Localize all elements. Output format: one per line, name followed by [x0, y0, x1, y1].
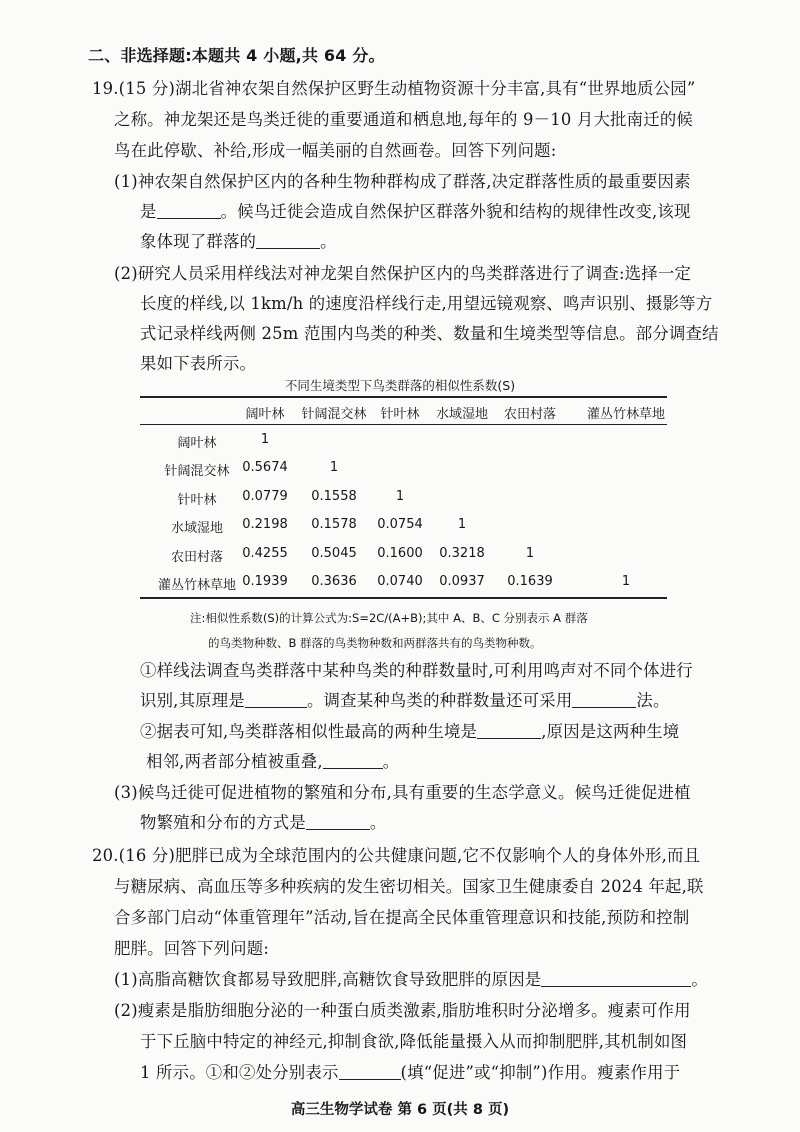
answer-blank[interactable]: [572, 691, 636, 708]
q19-stem-line-1: 19.(15 分)湖北省神农架自然保护区野生动植物资源十分丰富,具有“世界地质公园”: [92, 79, 696, 98]
table-cell: 0.4255: [242, 546, 288, 561]
q20-stem-line-1: 20.(16 分)肥胖已成为全球范围内的公共健康问题,它不仅影响个人的身体外形,而且: [92, 846, 701, 865]
q19-part3-line-2: [140, 811, 387, 835]
q19-part1-text: 。: [320, 232, 337, 251]
answer-blank[interactable]: [541, 970, 691, 987]
q19-part2-line-2: 长度的样线,以 1km/h 的速度沿样线行走,用望远镜观察、鸣声识别、摄影等方: [140, 294, 713, 313]
q19-stem-line-3: 鸟在此停歇、补给,形成一幅美丽的自然画卷。回答下列问题:: [114, 141, 557, 160]
table-cell: 0.0937: [439, 574, 485, 589]
table-column-header: 农田村落: [503, 407, 557, 422]
table-column-header: 灌丛竹林草地: [586, 407, 666, 422]
table-column-header: 针叶林: [380, 407, 420, 422]
q20-part2-text: (填“促进”或“抑制”)作用。瘦素作用于: [400, 1063, 681, 1082]
q19-sub1-text: 。调查某种鸟类的种群数量还可采用: [306, 691, 573, 710]
q19-part3-text: 物繁殖和分布的方式是: [140, 813, 306, 832]
q19-part3-text: 。: [369, 813, 387, 832]
table-note-line-1: 注:相似性系数(S)的计算公式为:S=2C/(A+B);其中 A、B、C 分别表示 A 群落: [190, 611, 588, 625]
table-cell: 0.0779: [242, 489, 288, 504]
table-column-header: 阔叶林: [245, 407, 285, 422]
answer-blank[interactable]: [256, 232, 320, 249]
q20-part1-text: (1)高脂高糖饮食都易导致肥胖,高糖饮食导致肥胖的原因是: [114, 970, 542, 989]
q20-part2-line-3: [140, 1061, 680, 1085]
table-row-label: 灌丛竹林草地: [157, 578, 237, 593]
answer-blank[interactable]: [245, 691, 307, 708]
table-cell: 0.1939: [242, 574, 288, 589]
table-cell: 1: [395, 489, 405, 504]
q19-sub1-line-2: [140, 689, 670, 713]
q19-sub1-text: 识别,其原理是: [140, 691, 245, 710]
table-cell: 1: [525, 546, 535, 561]
table-cell: 0.5045: [311, 546, 357, 561]
table-cell: 0.1578: [311, 517, 357, 532]
q20-part2-line-1: (2)瘦素是脂肪细胞分泌的一种蛋白质类激素,脂肪堆积时分泌增多。瘦素可作用: [114, 1001, 691, 1020]
q19-sub1-line-1: ①样线法调查鸟类群落中某种鸟类的种群数量时,可利用鸣声对不同个体进行: [140, 661, 693, 680]
table-cell: 0.0754: [377, 517, 423, 532]
q19-part2-line-3: 式记录样线两侧 25m 范围内鸟类的种类、数量和生境类型等信息。部分调查结: [140, 324, 719, 343]
q19-part1-text: 是: [140, 202, 157, 221]
page-footer: 高三生物学试卷 第 6 页(共 8 页): [290, 1102, 510, 1118]
table-note-line-2: 的鸟类物种数、B 群落的鸟类物种数和两群落共有的鸟类物种数。: [208, 636, 542, 650]
table-row-label: 水域湿地: [170, 521, 224, 536]
q19-part1-text: 象体现了群落的: [140, 232, 257, 251]
answer-blank[interactable]: [477, 722, 541, 739]
q19-sub2-text: 相邻,两者部分植被重叠,: [146, 752, 323, 771]
q20-stem-line-4: 肥胖。回答下列问题:: [114, 939, 270, 958]
answer-blank[interactable]: [306, 813, 370, 830]
q19-stem-line-2: 之称。神龙架还是鸟类迁徙的重要通道和栖息地,每年的 9－10 月大批南迁的候: [114, 110, 694, 129]
q20-part1-line-1: [114, 968, 708, 992]
q20-stem-line-2: 与糖尿病、高血压等多种疾病的发生密切相关。国家卫生健康委自 2024 年起,联: [114, 877, 704, 896]
table-cell: 0.5674: [242, 460, 288, 475]
table-row-label: 阔叶林: [177, 436, 217, 451]
table-header-rule: [140, 424, 667, 425]
q19-part3-line-1: (3)候鸟迁徙可促进植物的繁殖和分布,具有重要的生态学意义。候鸟迁徙促进植: [114, 783, 691, 802]
table-cell: 1: [260, 432, 270, 447]
table-cell: 0.1558: [311, 489, 357, 504]
table-caption: 不同生境类型下鸟类群落的相似性系数(S): [284, 378, 516, 393]
table-top-rule: [140, 396, 667, 398]
answer-blank[interactable]: [339, 1063, 401, 1080]
q19-sub1-text: 法。: [636, 691, 670, 710]
table-row-label: 农田村落: [170, 550, 224, 565]
q20-part2-text: 1 所示。①和②处分别表示: [140, 1063, 339, 1082]
table-cell: 0.0740: [377, 574, 423, 589]
q19-part2-line-4: 果如下表所示。: [140, 354, 257, 373]
table-row-label: 针阔混交林: [164, 464, 230, 479]
table-column-header: 水域湿地: [435, 407, 489, 422]
table-cell: 1: [621, 574, 631, 589]
answer-blank[interactable]: [323, 752, 383, 769]
table-bottom-rule: [140, 597, 667, 599]
table-cell: 0.2198: [242, 517, 288, 532]
table-cell: 1: [457, 517, 467, 532]
section-heading: 二、非选择题:本题共 4 小题,共 64 分。: [88, 46, 385, 65]
q19-sub2-line-2: [146, 750, 399, 774]
answer-blank[interactable]: [157, 202, 221, 219]
q19-part2-line-1: (2)研究人员采用样线法对神龙架自然保护区内的鸟类群落进行了调查:选择一定: [114, 264, 692, 283]
q20-part1-text: 。: [691, 970, 708, 989]
q19-part1-text: 。候鸟迁徙会造成自然保护区群落外貌和结构的规律性改变,该现: [220, 202, 691, 221]
table-row-label: 针叶林: [177, 493, 217, 508]
table-cell: 1: [329, 460, 339, 475]
table-column-header: 针阔混交林: [301, 407, 367, 422]
q20-part2-line-2: 于下丘脑中特定的神经元,抑制食欲,降低能量摄入从而抑制肥胖,其机制如图: [140, 1032, 688, 1051]
q19-sub2-text: ,原因是这两种生境: [541, 722, 680, 741]
q19-part1-line-1: (1)神农架自然保护区内的各种生物种群构成了群落,决定群落性质的最重要因素: [114, 172, 691, 191]
q19-sub2-line-1: [140, 720, 679, 744]
q19-part1-line-2: [140, 200, 691, 224]
table-cell: 0.3636: [311, 574, 357, 589]
q19-sub2-text: 。: [382, 752, 400, 771]
table-cell: 0.1600: [377, 546, 423, 561]
q19-part1-line-3: [140, 230, 337, 254]
table-cell: 0.3218: [439, 546, 485, 561]
q19-sub2-text: ②据表可知,鸟类群落相似性最高的两种生境是: [140, 722, 478, 741]
q20-stem-line-3: 合多部门启动“体重管理年”活动,旨在提高全民体重管理意识和技能,预防和控制: [114, 908, 690, 927]
table-cell: 0.1639: [507, 574, 553, 589]
